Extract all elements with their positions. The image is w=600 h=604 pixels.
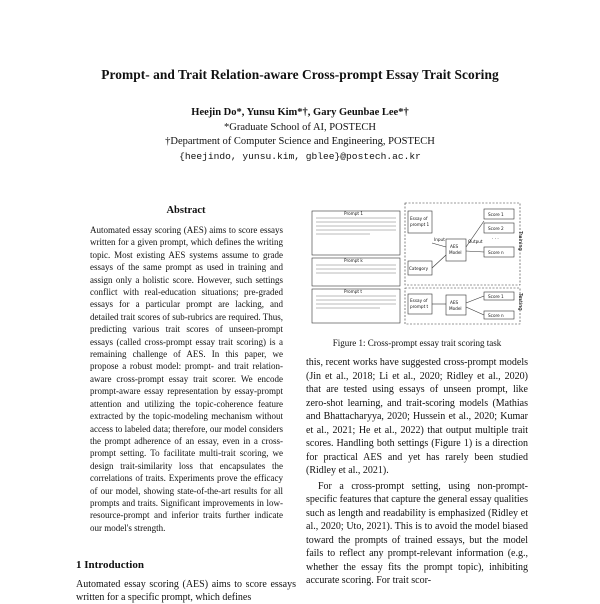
- right-paragraph-2: For a cross-prompt setting, using non-prompt-specific features that capture the general essay qualities such as length and readability is emphasized (Ridley et al., 2020; Uto, 2021). This is to avoid the model biased toward the prompts of trained essays, but the model fails to reflect any prompt-relevant information (e.g., whether the essay fits the prompt topic), inhibiting accurate scoring. For trait scor-: [306, 480, 528, 586]
- prompt-1-label: Prompt 1: [344, 211, 364, 216]
- category-label: Category: [409, 266, 429, 271]
- aes-model-test-label: AES: [450, 300, 459, 305]
- author-emails: {heejindo, yunsu.kim, gblee}@postech.ac.kr: [179, 151, 421, 162]
- figure-1-diagram: [310, 201, 524, 326]
- introduction-heading: 1 Introduction: [76, 559, 144, 571]
- essay-test-label: Essay of: [410, 298, 428, 303]
- score-2-label: Score 2: [488, 226, 504, 231]
- abstract-heading: Abstract: [166, 205, 206, 216]
- affiliation-2: †Department of Computer Science and Engineering, POSTECH: [165, 136, 435, 147]
- score-1-label: Score 1: [488, 212, 504, 217]
- prompt-t-label: Prompt t: [344, 289, 362, 294]
- prompt-1-box: [312, 211, 400, 255]
- score-n-label: Score n: [488, 250, 504, 255]
- paper-title: Prompt- and Trait Relation-aware Cross-prompt Essay Trait Scoring: [101, 67, 499, 82]
- right-paragraph-1: this, recent works have suggested cross-prompt models (Jin et al., 2018; Li et al., 2020; Ridley et al., 2020) that are tested using essays of unseen prompt, like zero-shot learning, and trait-scoring models (Mathias and Bhattacharyya, 2020; Hussein et al., 2020; Kumar et al., 2021; He et al., 2022) that output multiple trait scores. Handling both settings (Figure 1) is a direction for practical AES and yet has rarely been studied (Ridley et al., 2021).: [306, 357, 528, 476]
- output-label: Output: [468, 239, 483, 244]
- input-label: Input: [434, 237, 445, 242]
- score-n-test-label: Score n: [488, 313, 504, 318]
- essay-train-label-2: prompt 1: [410, 222, 430, 227]
- introduction-text: Automated essay scoring (AES) aims to score essays written for a specific prompt, which defines: [76, 579, 296, 603]
- right-column-text: [306, 356, 528, 588]
- prompt-k-label: Prompt k: [344, 258, 363, 263]
- prompt-t-box: [312, 289, 400, 323]
- author-list: Heejin Do*, Yunsu Kim*†, Gary Geunbae Lee*†: [191, 107, 409, 118]
- affiliation-1: *Graduate School of AI, POSTECH: [224, 122, 376, 133]
- training-side-label: Training: [517, 231, 523, 251]
- score-1-test-label: Score 1: [488, 294, 504, 299]
- essay-test-label-2: prompt t: [410, 304, 429, 309]
- aes-model-label: AES: [450, 244, 459, 249]
- aes-model-label-2: Model: [449, 250, 462, 255]
- score-dots: · · ·: [492, 236, 499, 241]
- figure-1-caption: Figure 1: Cross-prompt essay trait scoring task: [332, 338, 502, 348]
- aes-model-box-test: [446, 295, 466, 315]
- abstract-text: Automated essay scoring (AES) aims to score essays written for a given prompt, which defines the writing topic. Most existing AES systems assume to grade essays of the same prompt as used in training and assign only a holistic score. However, such settings conflict with real-education situations; pre-graded essays for a particular prompt are lacking, and detailed trait scores of sub-rubrics are required. Thus, predicting various trait scores of unseen-prompt essays (called cross-prompt essay trait scoring) is a remaining challenge of AES. In this paper, we propose a robust model: prompt- and trait relation-aware cross-prompt essay trait scorer. We encode prompt-aware essay representation by essay-prompt attention and utilizing the topic-coherence feature extracted by the topic-modeling mechanism without access to labeled data; therefore, our model considers the prompt adherence of an essay, even in a cross-prompt setting. To facilitate multi-trait scoring, we design trait-similarity loss that encapsulates the correlations of traits. Experiments prove the efficacy of our model, showing state-of-the-art results for all prompts and traits. Significant improvements in low-resource-prompt and inferior traits further indicate our model's strength.: [90, 225, 283, 533]
- essay-train-label: Essay of: [410, 216, 428, 221]
- testing-side-label: Testing: [517, 293, 523, 311]
- aes-model-test-label-2: Model: [449, 306, 462, 311]
